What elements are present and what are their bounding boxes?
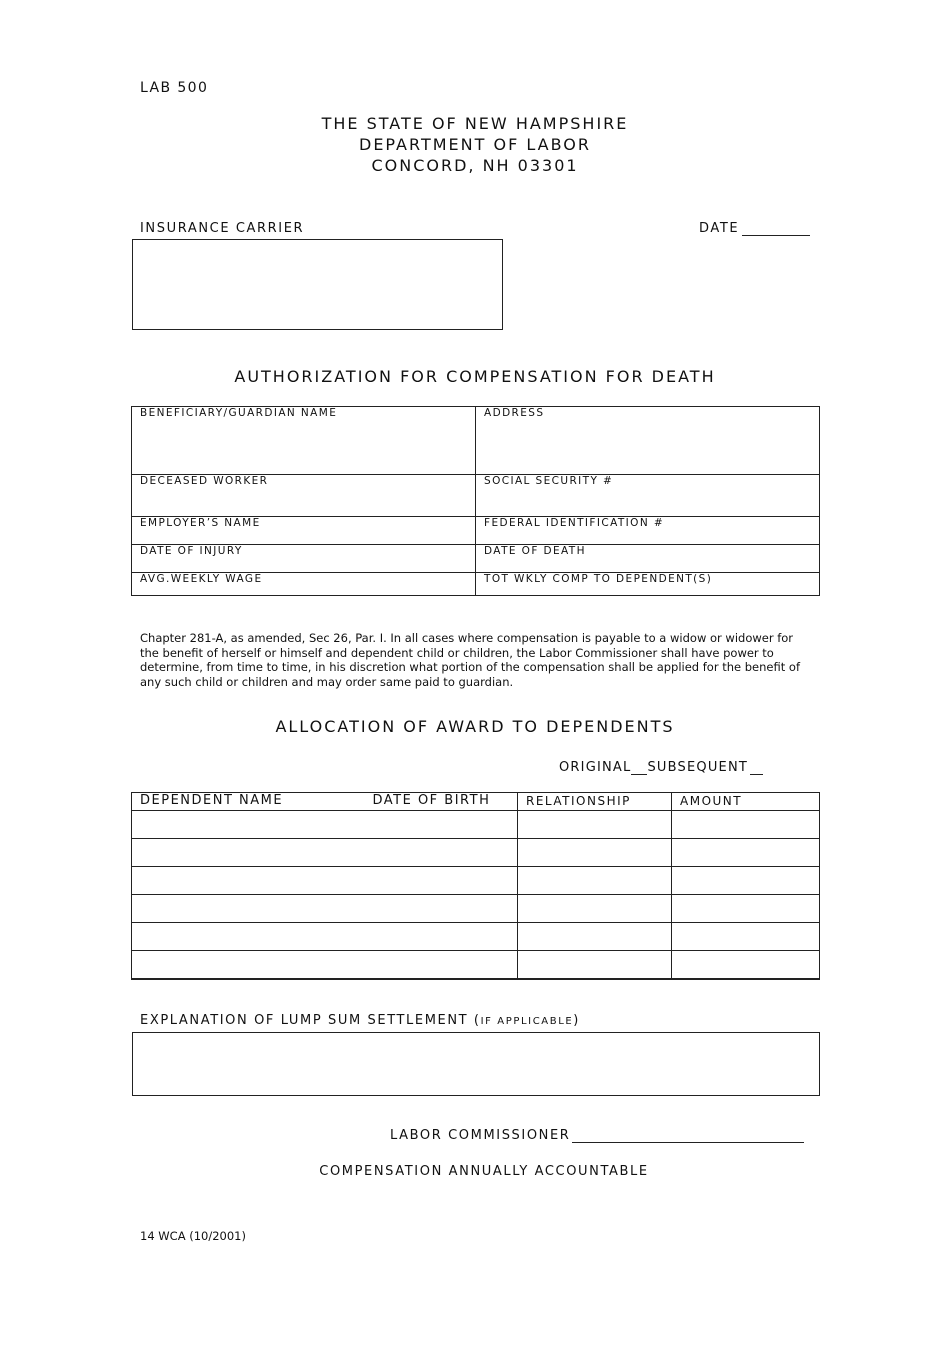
col-dependent-name: DEPENDENT NAME <box>140 793 284 808</box>
header-state: THE STATE OF NEW HAMPSHIRE <box>321 114 629 133</box>
original-label: ORIGINAL <box>559 760 632 775</box>
section-title-allocation: ALLOCATION OF AWARD TO DEPENDENTS <box>275 717 675 736</box>
header-address: CONCORD, NH 03301 <box>371 156 579 175</box>
labor-commissioner-signature-line[interactable] <box>572 1130 804 1143</box>
amount-cell[interactable] <box>672 867 820 895</box>
amount-cell[interactable] <box>672 951 820 980</box>
labor-commissioner-label: LABOR COMMISSIONER <box>390 1128 571 1143</box>
subsequent-blank[interactable] <box>750 763 763 775</box>
col-amount: AMOUNT <box>672 793 820 811</box>
table-row <box>132 867 820 895</box>
insurance-carrier-label: INSURANCE CARRIER <box>140 221 305 236</box>
dependents-table <box>131 792 820 980</box>
dependent-name-cell[interactable] <box>132 895 518 923</box>
worker-info-table <box>131 406 820 596</box>
lump-sum-box[interactable] <box>132 1032 820 1096</box>
relationship-cell[interactable] <box>518 867 672 895</box>
tot-wkly-comp-label: TOT WKLY COMP TO DEPENDENT(S) <box>484 573 713 585</box>
relationship-cell[interactable] <box>518 895 672 923</box>
date-field <box>699 221 810 236</box>
dependent-name-cell[interactable] <box>132 923 518 951</box>
legal-text: Chapter 281-A, as amended, Sec 26, Par. I. In all cases where compensation is payable to a widow or widower for the benefit of herself or himself and dependent child or children, the Labor Commissioner shall have power to determine, from time to time, in his discretion what portion of the compensation shall be applied for the benefit of any such child or children and may order same paid to guardian. <box>140 631 800 689</box>
dependents-header-row <box>132 793 820 811</box>
header-department: DEPARTMENT OF LABOR <box>359 135 591 154</box>
amount-cell[interactable] <box>672 811 820 839</box>
amount-cell[interactable] <box>672 839 820 867</box>
address-label: ADDRESS <box>484 407 545 419</box>
avg-weekly-wage-cell[interactable] <box>132 573 476 596</box>
relationship-cell[interactable] <box>518 923 672 951</box>
date-of-injury-label: DATE OF INJURY <box>140 545 243 557</box>
table-row <box>132 545 820 573</box>
lump-sum-note: IF APPLICABLE <box>480 1016 574 1027</box>
table-row <box>132 517 820 545</box>
date-of-injury-cell[interactable] <box>132 545 476 573</box>
date-line[interactable] <box>742 223 810 236</box>
table-row <box>132 475 820 517</box>
table-row <box>132 573 820 596</box>
federal-id-cell[interactable] <box>476 517 820 545</box>
deceased-worker-cell[interactable] <box>132 475 476 517</box>
insurance-carrier-box[interactable] <box>132 239 503 330</box>
dependent-name-cell[interactable] <box>132 951 518 980</box>
ssn-cell[interactable] <box>476 475 820 517</box>
form-revision: 14 WCA (10/2001) <box>140 1229 246 1243</box>
beneficiary-cell[interactable] <box>132 407 476 475</box>
table-row <box>132 839 820 867</box>
table-row <box>132 407 820 475</box>
original-blank[interactable] <box>631 763 647 775</box>
date-label: DATE <box>699 221 740 236</box>
subsequent-label: SUBSEQUENT <box>647 760 749 775</box>
labor-commissioner-field <box>390 1128 804 1143</box>
dependent-name-cell[interactable] <box>132 839 518 867</box>
beneficiary-label: BENEFICIARY/GUARDIAN NAME <box>140 407 338 419</box>
section-title-authorization: AUTHORIZATION FOR COMPENSATION FOR DEATH <box>234 367 716 386</box>
original-subsequent-field <box>559 760 763 775</box>
lump-sum-label-text: EXPLANATION OF LUMP SUM SETTLEMENT ( <box>140 1013 481 1028</box>
relationship-cell[interactable] <box>518 951 672 980</box>
avg-weekly-wage-label: AVG.WEEKLY WAGE <box>140 573 263 585</box>
date-of-death-cell[interactable] <box>476 545 820 573</box>
form-id: LAB 500 <box>140 80 209 96</box>
address-cell[interactable] <box>476 407 820 475</box>
dependent-name-cell[interactable] <box>132 867 518 895</box>
ssn-label: SOCIAL SECURITY # <box>484 475 614 487</box>
col-date-of-birth: DATE OF BIRTH <box>372 793 491 808</box>
table-row <box>132 951 820 980</box>
lump-sum-label <box>140 1013 580 1028</box>
relationship-cell[interactable] <box>518 811 672 839</box>
table-row <box>132 923 820 951</box>
table-row <box>132 895 820 923</box>
header-name-dob <box>132 793 518 811</box>
relationship-cell[interactable] <box>518 839 672 867</box>
col-relationship: RELATIONSHIP <box>518 793 672 811</box>
tot-wkly-comp-cell[interactable] <box>476 573 820 596</box>
amount-cell[interactable] <box>672 895 820 923</box>
employer-name-cell[interactable] <box>132 517 476 545</box>
date-of-death-label: DATE OF DEATH <box>484 545 586 557</box>
lump-sum-close: ) <box>573 1013 580 1028</box>
federal-id-label: FEDERAL IDENTIFICATION # <box>484 517 665 529</box>
annual-note: COMPENSATION ANNUALLY ACCOUNTABLE <box>319 1164 649 1179</box>
dependent-name-cell[interactable] <box>132 811 518 839</box>
amount-cell[interactable] <box>672 923 820 951</box>
employer-name-label: EMPLOYER’S NAME <box>140 517 261 529</box>
table-row <box>132 811 820 839</box>
deceased-worker-label: DECEASED WORKER <box>140 475 269 487</box>
